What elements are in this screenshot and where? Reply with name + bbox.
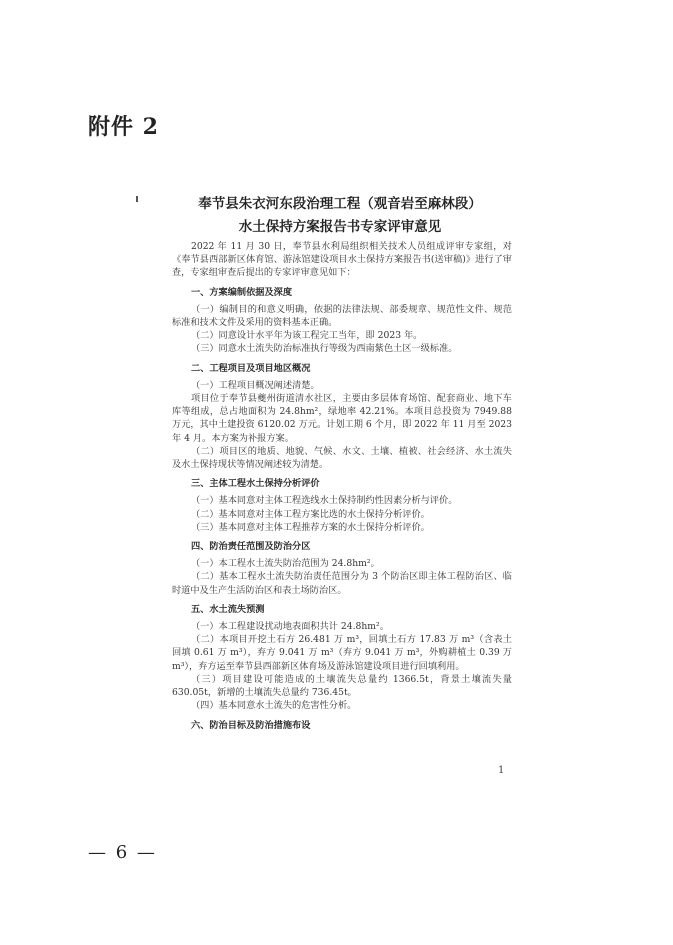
section-item: （一）本工程建设扰动地表面积共计 24.8hm²。 [191, 621, 389, 633]
section-heading: 三、主体工程水土保持分析评价 [191, 478, 320, 490]
section-heading: 四、防治责任范围及防治分区 [191, 541, 311, 553]
document-title-line2: 水土保持方案报告书专家评审意见 [238, 219, 442, 235]
section-heading: 六、防治目标及防治措施布设 [191, 719, 311, 731]
section-item: （三）项目建设可能造成的土壤流失总量约 1366.5t，背景土壤流失量 630.05t，新增的土壤流失总量约 736.45t。 [172, 673, 512, 699]
section-item: （一）本工程水土流失防治范围为 24.8hm²。 [191, 558, 380, 570]
section-item: （二）基本同意对主体工程方案比选的水土保持分析评价。 [191, 508, 430, 520]
section-heading: 二、工程项目及项目地区概况 [191, 362, 311, 374]
section-item: （一）编制目的和意义明确，依据的法律法规、部委规章、规范性文件、规范标准和技术文件及采用的资料基本正确。 [172, 303, 512, 329]
section-item: （三）同意水土流失防治标准执行等级为西南紫色土区一级标准。 [191, 343, 458, 355]
section-item: （二）项目区的地质、地貌、气候、水文、土壤、植被、社会经济、水土流失及水土保持现状等情况阐述较为清楚。 [172, 445, 512, 471]
section-item: （二）同意设计水平年为该工程完工当年，即 2023 年。 [191, 330, 423, 342]
attachment-label: 附件 2 [88, 114, 159, 140]
page-number: — 6 — [88, 842, 157, 863]
section-item: （三）基本同意对主体工程推荐方案的水土保持分析评价。 [191, 521, 430, 533]
section-item: 项目位于奉节县夔州街道清水社区，主要由多层体育场馆、配套商业、地下车库等组成，总占地面积为 24.8hm²，绿地率 42.21%。本项目总投资为 7949.88 万元，其中土建投资 6120.02 万元。计划工期 6 个月，即 2022 年 11 月至 2023 年 4 月。本方案为补报方案。 [172, 393, 512, 444]
section-item: （一）基本同意对主体工程选线水土保持制约性因素分析与评价。 [191, 495, 458, 507]
intro-paragraph: 2022 年 11 月 30 日，奉节县水利局组织相关技术人员组成评审专家组，对《奉节县西部新区体育馆、游泳馆建设项目水土保持方案报告书(送审稿)》进行了审查，专家组审查后提出的专家评审意见如下： [172, 241, 512, 279]
margin-mark: 1 [498, 765, 505, 776]
section-item: （一）工程项目概况阐述清楚。 [191, 379, 320, 391]
section-heading: 五、水土流失预测 [191, 603, 265, 615]
section-item: （二）基本工程水土流失防治责任范围分为 3 个防治区即主体工程防治区、临时道中及生产生活防治区和表土场防治区。 [172, 571, 512, 596]
document-body [172, 240, 512, 736]
section-heading: 一、方案编制依据及深度 [191, 286, 293, 298]
document-title-line1: 奉节县朱衣河东段治理工程（观音岩至麻林段） [198, 196, 482, 212]
section-item: （四）基本同意水土流失的危害性分析。 [191, 700, 357, 712]
section-item: （二）本项目开挖土石方 26.481 万 m³，回填土石方 17.83 万 m³（含表土回填 0.61 万 m³），弃方 9.041 万 m³（弃方 9.041 万 m³，外购耕植土 0.39 万 m³），弃方运至奉节县西部新区体育场及游泳馆建设项目进行回填利用。 [172, 634, 512, 672]
scan-mark [136, 196, 138, 202]
